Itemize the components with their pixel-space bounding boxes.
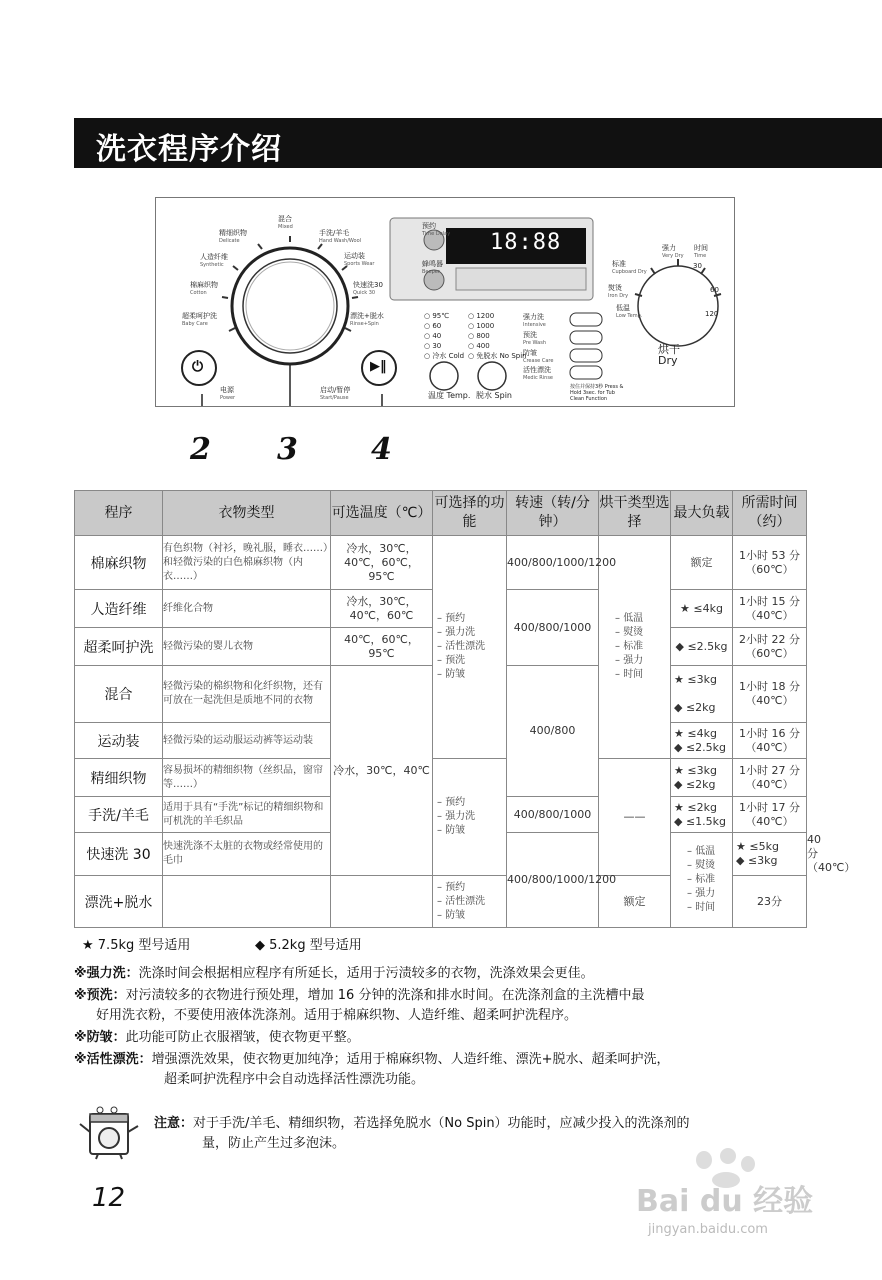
callout-number: 4 bbox=[371, 432, 392, 467]
program-label: 运动装 Sports Wear bbox=[344, 252, 375, 267]
spin-label: 脱水 Spin bbox=[476, 391, 512, 400]
table-row: 快速洗 30 快速洗涤不太脏的衣物或经常使用的毛巾 400/800/1000/1200 – 低温 – 熨烫 – 标准 – 强力 – 时间 ★ ≤5kg ◆ ≤3kg 40分 （40℃） bbox=[75, 833, 807, 876]
temperature-empty bbox=[331, 876, 433, 928]
dry-type-cell: – 低温 – 熨烫 – 标准 – 强力 – 时间 bbox=[599, 536, 671, 759]
column-header: 可选温度（℃） bbox=[331, 491, 433, 536]
max-load: 额定 bbox=[599, 876, 671, 928]
program-name: 漂洗+脱水 bbox=[75, 876, 163, 928]
caution-note: 注意：对于手洗/羊毛、精细织物，若选择免脱水（No Spin）功能时，应减少投入的洗涤剂的 量，防止产生过多泡沫。 bbox=[154, 1116, 690, 1151]
dry-time: 60 bbox=[710, 286, 719, 294]
spin-speed: 400/800/1000/1200 bbox=[507, 536, 599, 590]
title-bar bbox=[74, 118, 882, 168]
note-prewash: ※预洗：对污渍较多的衣物进行预处理，增加 16 分钟的洗涤和排水时间。在洗涤剂盒的主洗槽中最 好用洗衣粉，不要使用液体洗涤剂。适用于棉麻织物、人造纤维、超柔呵护洗程序。 bbox=[74, 988, 645, 1023]
program-label: 快速洗30 Quick 30 bbox=[353, 281, 383, 296]
dry-type-none: —— bbox=[599, 759, 671, 876]
callout-number: 2 bbox=[190, 432, 211, 467]
program-name: 运动装 bbox=[75, 723, 163, 759]
program-name: 混合 bbox=[75, 666, 163, 723]
time: 2小时 22 分 （60℃） bbox=[733, 628, 807, 666]
program-label: 漂洗+脱水 Rinse+Spin bbox=[350, 312, 384, 327]
dry-title: 烘干 Dry bbox=[658, 343, 680, 367]
temperature: 40℃，60℃，95℃ bbox=[331, 628, 433, 666]
spin-speed: 400/800/1000 bbox=[507, 590, 599, 666]
clothes-type: 适用于具有“手洗”标记的精细织物和可机洗的羊毛织品 bbox=[163, 797, 331, 833]
watermark-url: jingyan.baidu.com bbox=[648, 1222, 768, 1237]
max-load: ★ ≤4kg bbox=[671, 590, 733, 628]
note-crease-care: ※防皱：此功能可防止衣服褶皱，使衣物更平整。 bbox=[74, 1030, 360, 1045]
page-title: 洗衣程序介绍 bbox=[96, 132, 282, 167]
callout-number: 3 bbox=[277, 432, 298, 467]
dry-time: 120 bbox=[705, 310, 719, 318]
functions-cell: – 预约 – 强力洗 – 活性漂洗 – 预洗 – 防皱 bbox=[433, 536, 507, 759]
max-load: ◆ ≤2.5kg bbox=[671, 628, 733, 666]
clothes-type: 容易损坏的精细织物（丝织品，窗帘等……） bbox=[163, 759, 331, 797]
column-header: 转速（转/分钟） bbox=[507, 491, 599, 536]
program-label: 超柔呵护洗 Baby Care bbox=[182, 312, 217, 327]
note-intensive: ※强力洗：洗涤时间会根据相应程序有所延长，适用于污渍较多的衣物，洗涤效果会更佳。 bbox=[74, 966, 594, 981]
functions-cell: – 预约 – 强力洗 – 防皱 bbox=[433, 759, 507, 876]
spin-speed: 400/800 bbox=[507, 666, 599, 797]
clothes-type: 纤维化合物 bbox=[163, 590, 331, 628]
control-panel-illustration bbox=[155, 197, 735, 407]
column-header: 程序 bbox=[75, 491, 163, 536]
time: 23分 bbox=[733, 876, 807, 928]
program-label: 手洗/羊毛 Hand Wash/Wool bbox=[319, 229, 362, 244]
option-buttons bbox=[570, 313, 602, 379]
spin-speed: 400/800/1000/1200 bbox=[507, 833, 599, 928]
start-label: 启动/暂停 Start/Pause bbox=[320, 386, 351, 401]
option-label: 预洗 Pre Wash bbox=[523, 331, 547, 346]
time: 1小时 18 分 （40℃） bbox=[733, 666, 807, 723]
program-name: 快速洗 30 bbox=[75, 833, 163, 876]
page-number: 12 bbox=[92, 1183, 126, 1213]
dry-label: 时间 Time bbox=[694, 244, 708, 259]
program-label: 棉麻织物 Cotton bbox=[190, 281, 218, 296]
clothes-type: 轻微污染的运动服运动裤等运动装 bbox=[163, 723, 331, 759]
dry-dial bbox=[638, 266, 718, 346]
temp-knob bbox=[430, 362, 458, 390]
clothes-type bbox=[163, 876, 331, 928]
column-header: 可选择的功能 bbox=[433, 491, 507, 536]
max-load: 额定 bbox=[671, 536, 733, 590]
legend-star: ★ 7.5kg 型号适用 bbox=[82, 938, 191, 953]
washer-cartoon-icon bbox=[78, 1106, 142, 1160]
delay-label: 预约 Time Delay bbox=[422, 222, 451, 237]
beeper-label: 蜂鸣器 Beeper bbox=[422, 260, 443, 275]
dry-type-cell: – 低温 – 熨烫 – 标准 – 强力 – 时间 bbox=[671, 833, 733, 928]
clothes-type: 轻微污染的棉织物和化纤织物，还有可放在一起洗但是质地不同的衣物 bbox=[163, 666, 331, 723]
clothes-type: 轻微污染的婴儿衣物 bbox=[163, 628, 331, 666]
power-icon: ⏻ bbox=[192, 359, 204, 375]
max-load: ★ ≤5kg ◆ ≤3kg bbox=[733, 833, 807, 876]
functions-cell: – 预约 – 活性漂洗 – 防皱 bbox=[433, 876, 507, 928]
time: 1小时 15 分 （40℃） bbox=[733, 590, 807, 628]
program-label: 精细织物 Delicate bbox=[219, 229, 247, 244]
play-pause-icon: ▶‖ bbox=[370, 359, 387, 374]
temperature: 冷水，30℃，40℃ bbox=[331, 666, 433, 876]
time: 1小时 16 分 （40℃） bbox=[733, 723, 807, 759]
clothes-type: 快速洗涤不太脏的衣物或经常使用的毛巾 bbox=[163, 833, 331, 876]
option-label: 活性漂洗 Medic Rinse bbox=[523, 366, 554, 381]
power-label: 电源 Power bbox=[220, 386, 236, 401]
program-label: 人造纤维 Synthetic bbox=[200, 253, 228, 268]
time: 1小时 53 分 （60℃） bbox=[733, 536, 807, 590]
dry-label: 强力 Very Dry bbox=[662, 244, 684, 259]
temp-label: 温度 Temp. bbox=[428, 391, 471, 400]
column-header: 衣物类型 bbox=[163, 491, 331, 536]
program-name: 手洗/羊毛 bbox=[75, 797, 163, 833]
spin-knob bbox=[478, 362, 506, 390]
program-table bbox=[74, 490, 856, 928]
program-name: 精细织物 bbox=[75, 759, 163, 797]
table-row bbox=[75, 536, 807, 590]
column-header: 烘干类型选择 bbox=[599, 491, 671, 536]
clothes-type: 有色织物（衬衫，晚礼服，睡衣……）和轻微污染的白色棉麻织物（内衣……） bbox=[163, 536, 331, 590]
note-medic-rinse: ※活性漂洗：增强漂洗效果，使衣物更加纯净；适用于棉麻织物、人造纤维、漂洗+脱水、超柔呵护洗， 超柔呵护洗程序中会自动选择活性漂洗功能。 bbox=[74, 1052, 670, 1087]
column-header: 最大负载 bbox=[671, 491, 733, 536]
time: 1小时 17 分 （40℃） bbox=[733, 797, 807, 833]
option-label: 防皱 Crease Care bbox=[523, 349, 554, 364]
table-row bbox=[75, 759, 807, 797]
digital-display: 18:88 bbox=[490, 230, 562, 255]
dry-label: 标准 Cupboard Dry bbox=[612, 260, 647, 275]
spin-speed: 400/800/1000 bbox=[507, 797, 599, 833]
watermark-brand: Bai du 经验 bbox=[636, 1184, 814, 1219]
program-dial-inner bbox=[243, 259, 337, 353]
max-load: ★ ≤2kg ◆ ≤1.5kg bbox=[671, 797, 733, 833]
temperature: 冷水，30℃，40℃，60℃，95℃ bbox=[331, 536, 433, 590]
dry-time: 30 bbox=[693, 262, 702, 270]
column-header: 所需时间（约） bbox=[733, 491, 807, 536]
max-load: ★ ≤4kg ◆ ≤2.5kg bbox=[671, 723, 733, 759]
legend-diamond: ◆ 5.2kg 型号适用 bbox=[255, 938, 362, 953]
program-name: 超柔呵护洗 bbox=[75, 628, 163, 666]
dry-label: 熨烫 Iron Dry bbox=[608, 284, 629, 299]
temp-options: ○ 95℃ ○ 60 ○ 40 ○ 30 ○ 冷水 Cold bbox=[424, 312, 465, 360]
table-header-row bbox=[75, 491, 807, 536]
option-label: 强力洗 Intensive bbox=[523, 313, 546, 328]
time: 1小时 27 分 （40℃） bbox=[733, 759, 807, 797]
max-load: ★ ≤3kg ◆ ≤2kg bbox=[671, 759, 733, 797]
max-load: ★ ≤3kg ◆ ≤2kg bbox=[671, 666, 733, 723]
dry-label: 低温 Low Temp. bbox=[616, 304, 643, 319]
program-name: 人造纤维 bbox=[75, 590, 163, 628]
spin-options: ○ 1200 ○ 1000 ○ 800 ○ 400 ○ 免脱水 No Spin bbox=[468, 312, 527, 360]
tub-clean-note: 按住并保持3秒 Press & Hold 3sec. for Tub Clean Function bbox=[570, 384, 624, 402]
program-name: 棉麻织物 bbox=[75, 536, 163, 590]
program-label: 混合 Mixed bbox=[278, 215, 293, 230]
temperature: 冷水，30℃，40℃，60℃ bbox=[331, 590, 433, 628]
